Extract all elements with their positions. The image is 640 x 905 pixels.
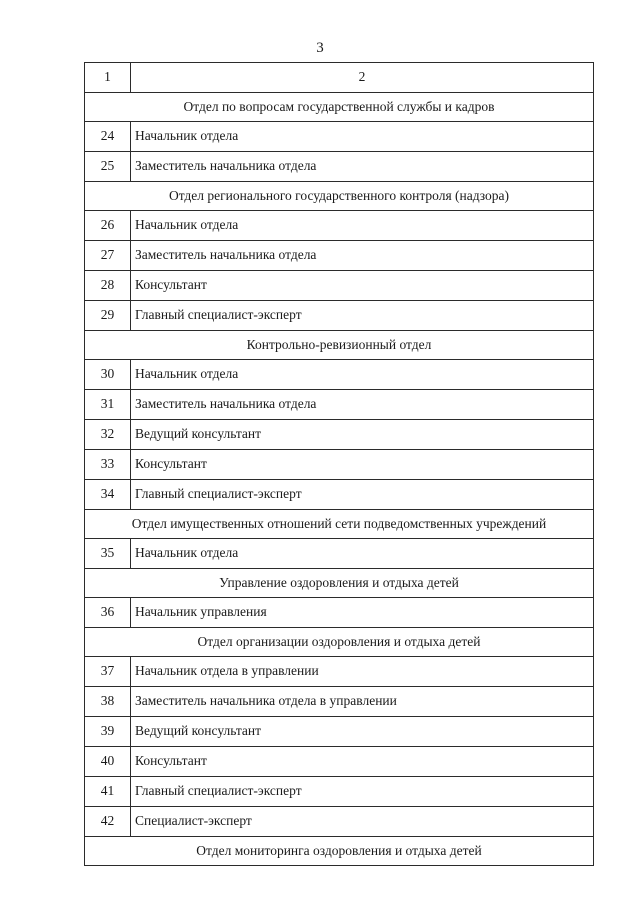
row-number: 25 — [85, 152, 131, 182]
row-number: 33 — [85, 450, 131, 480]
position-title: Главный специалист-эксперт — [131, 480, 594, 510]
row-number: 41 — [85, 777, 131, 807]
table-row — [85, 687, 594, 717]
table-row — [85, 152, 594, 182]
row-number: 37 — [85, 657, 131, 687]
position-title: Начальник отдела — [131, 360, 594, 390]
row-number: 36 — [85, 598, 131, 628]
row-number: 27 — [85, 241, 131, 271]
row-number: 39 — [85, 717, 131, 747]
section-title: Отдел имущественных отношений сети подведомственных учреждений — [85, 510, 594, 539]
position-title: Начальник управления — [131, 598, 594, 628]
row-number: 42 — [85, 807, 131, 837]
table-row — [85, 390, 594, 420]
table-row — [85, 598, 594, 628]
section-header-row — [85, 569, 594, 598]
section-title: Отдел регионального государственного контроля (надзора) — [85, 182, 594, 211]
table-row — [85, 360, 594, 390]
table-row — [85, 657, 594, 687]
section-title: Отдел мониторинга оздоровления и отдыха детей — [85, 837, 594, 866]
row-number: 40 — [85, 747, 131, 777]
position-title: Специалист-эксперт — [131, 807, 594, 837]
positions-table-body — [85, 63, 594, 866]
section-header-row — [85, 331, 594, 360]
section-header-row — [85, 510, 594, 539]
header-column-1: 1 — [85, 63, 131, 93]
position-title: Начальник отдела в управлении — [131, 657, 594, 687]
section-title: Отдел по вопросам государственной службы и кадров — [85, 93, 594, 122]
position-title: Начальник отдела — [131, 211, 594, 241]
row-number: 26 — [85, 211, 131, 241]
section-header-row — [85, 182, 594, 211]
section-title: Управление оздоровления и отдыха детей — [85, 569, 594, 598]
row-number: 24 — [85, 122, 131, 152]
row-number: 35 — [85, 539, 131, 569]
row-number: 34 — [85, 480, 131, 510]
table-row — [85, 122, 594, 152]
position-title: Начальник отдела — [131, 122, 594, 152]
header-column-2: 2 — [131, 63, 594, 93]
position-title: Ведущий консультант — [131, 717, 594, 747]
row-number: 29 — [85, 301, 131, 331]
table-row — [85, 420, 594, 450]
table-header-row — [85, 63, 594, 93]
table-row — [85, 539, 594, 569]
table-row — [85, 777, 594, 807]
position-title: Заместитель начальника отдела — [131, 241, 594, 271]
table-row — [85, 747, 594, 777]
section-header-row — [85, 628, 594, 657]
table-row — [85, 211, 594, 241]
position-title: Заместитель начальника отдела в управлении — [131, 687, 594, 717]
row-number: 30 — [85, 360, 131, 390]
position-title: Начальник отдела — [131, 539, 594, 569]
section-header-row — [85, 837, 594, 866]
section-title: Отдел организации оздоровления и отдыха детей — [85, 628, 594, 657]
table-row — [85, 450, 594, 480]
position-title: Консультант — [131, 271, 594, 301]
position-title: Ведущий консультант — [131, 420, 594, 450]
position-title: Консультант — [131, 450, 594, 480]
position-title: Консультант — [131, 747, 594, 777]
row-number: 31 — [85, 390, 131, 420]
position-title: Главный специалист-эксперт — [131, 301, 594, 331]
section-title: Контрольно-ревизионный отдел — [85, 331, 594, 360]
section-header-row — [85, 93, 594, 122]
table-row — [85, 241, 594, 271]
position-title: Главный специалист-эксперт — [131, 777, 594, 807]
position-title: Заместитель начальника отдела — [131, 152, 594, 182]
row-number: 38 — [85, 687, 131, 717]
table-row — [85, 301, 594, 331]
page-number: 3 — [316, 40, 324, 56]
table-row — [85, 480, 594, 510]
positions-table — [84, 62, 594, 866]
table-row — [85, 807, 594, 837]
row-number: 28 — [85, 271, 131, 301]
row-number: 32 — [85, 420, 131, 450]
table-row — [85, 717, 594, 747]
position-title: Заместитель начальника отдела — [131, 390, 594, 420]
table-row — [85, 271, 594, 301]
